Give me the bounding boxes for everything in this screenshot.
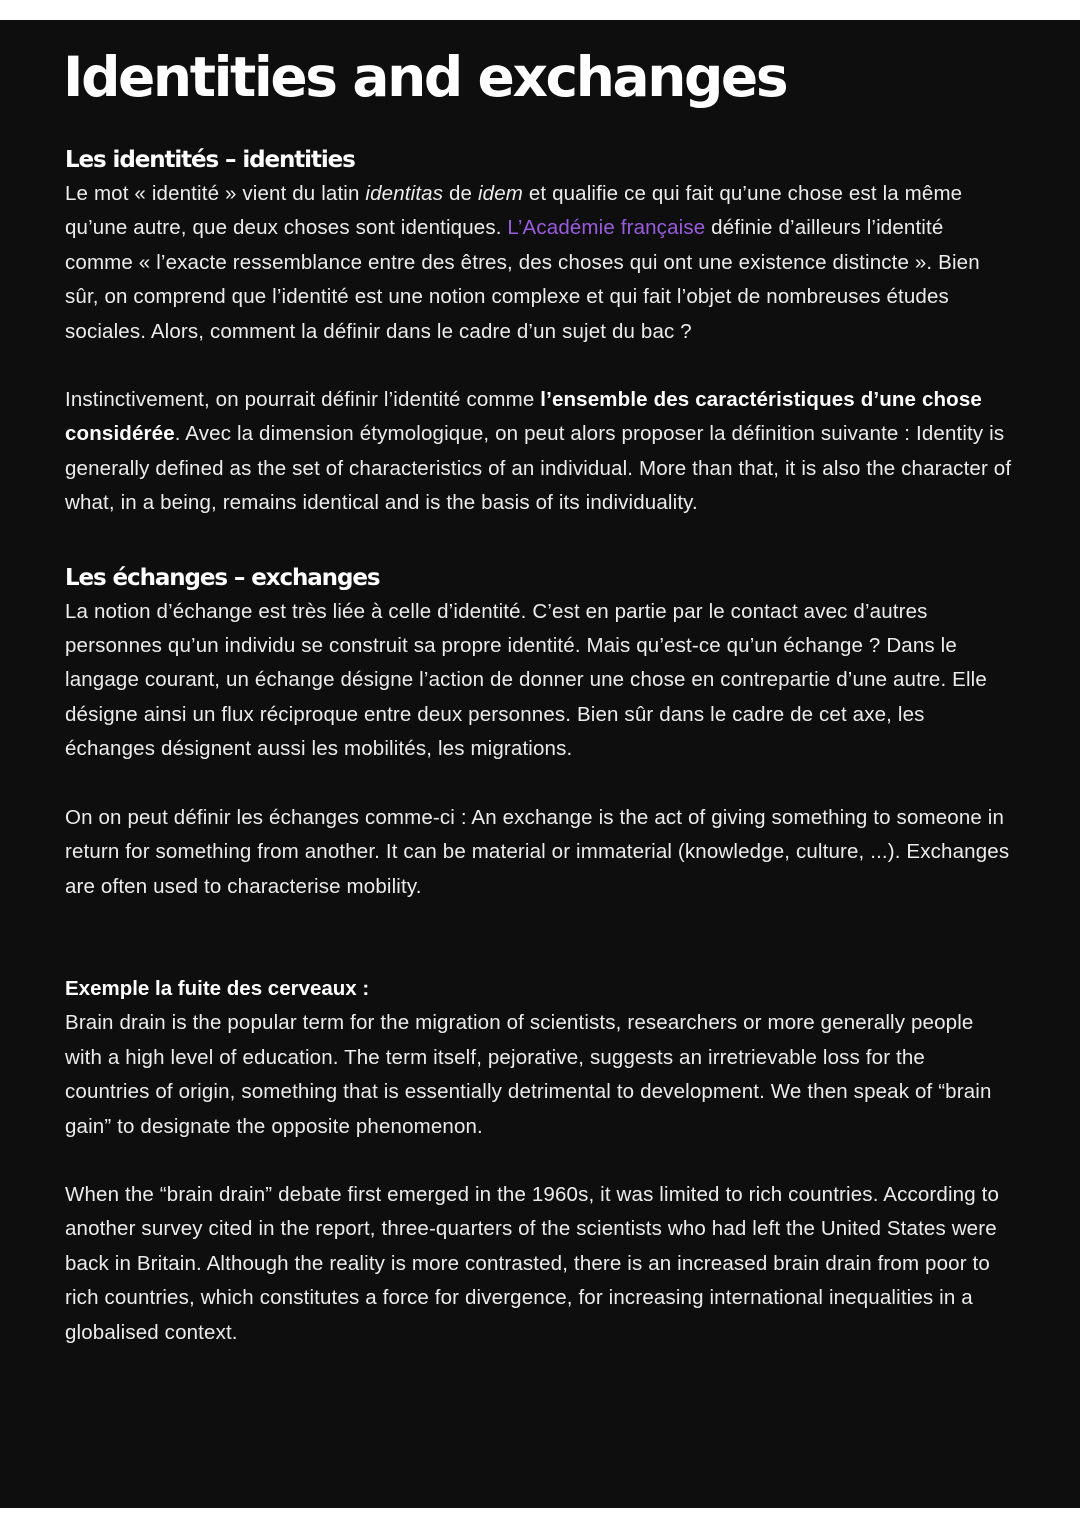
academie-francaise-link[interactable]: L’Académie française	[507, 216, 706, 240]
latin-term-idem: idem	[477, 182, 523, 205]
text-span: Instinctivement, on pourrait définir l’identité comme	[65, 388, 541, 412]
identities-paragraph-2	[65, 383, 1015, 521]
bold-definition: l’ensemble des caractéristiques d’une chose considérée	[65, 388, 982, 446]
text-span: et qualifie ce qui fait qu’une chose est la même qu’une autre, que deux choses sont identiques.	[65, 182, 963, 240]
page-title: Identities and exchanges	[63, 45, 787, 109]
identities-paragraph-1	[65, 177, 1015, 349]
section-heading-exchanges: Les échanges – exchanges	[65, 564, 380, 591]
document-body	[65, 143, 1015, 1350]
document-page	[0, 20, 1080, 1508]
section-heading-identities: Les identités – identities	[65, 147, 355, 173]
text-span: . Avec la dimension étymologique, on peut alors proposer la définition suivante : Identity is generally defined as the set of characteristics of an individual. More than that, it is also the character of what, in a being, remains identical and is the basis of its individuality.	[65, 422, 1012, 515]
text-span: définie d’ailleurs l’identité comme « l’exacte ressemblance entre des êtres, des choses qui ont une existence distincte ». Bien sûr, on comprend que l’identité est une notion complexe et qui fait l’objet de nombreuses études sociales. Alors, comment la définir dans le cadre d’un sujet du bac ?	[65, 216, 980, 343]
exchanges-paragraph-2: On on peut définir les échanges comme-ci : An exchange is the act of giving something to someone in return for something from another. It can be material or immaterial (knowledge, culture, ...). Exchanges are often used to characterise mobility.	[65, 805, 1010, 898]
exchanges-paragraph-1: La notion d’échange est très liée à celle d’identité. C’est en partie par le contact avec d’autres personnes qu’un individu se construit sa propre identité. Mais qu’est-ce qu’un échange ? Dans le langage courant, un échange désigne l’action de donner une chose en contrepartie d’une autre. Elle désigne ainsi un flux réciproque entre deux personnes. Bien sûr dans le cadre de cet axe, les échanges désignent aussi les mobilités, les migrations.	[65, 599, 987, 761]
example-label: Exemple la fuite des cerveaux :	[65, 976, 370, 1000]
latin-term-identitas: identitas	[365, 182, 444, 205]
example-paragraph-2: When the “brain drain” debate first emerged in the 1960s, it was limited to rich countries. According to another survey cited in the report, three-quarters of the scientists who had left the United States were back in Britain. Although the reality is more contrasted, there is an increased brain drain from poor to rich countries, which constitutes a force for divergence, for increasing international inequalities in a globalised context.	[65, 1182, 1000, 1344]
text-span: de	[443, 182, 478, 205]
example-paragraph-1: Brain drain is the popular term for the migration of scientists, researchers or more generally people with a high level of education. The term itself, pejorative, suggests an irretrievable loss for the countries of origin, something that is essentially detrimental to development. We then speak of “brain gain” to designate the opposite phenomenon.	[65, 1011, 992, 1138]
text-span: Le mot « identité » vient du latin	[65, 182, 366, 205]
